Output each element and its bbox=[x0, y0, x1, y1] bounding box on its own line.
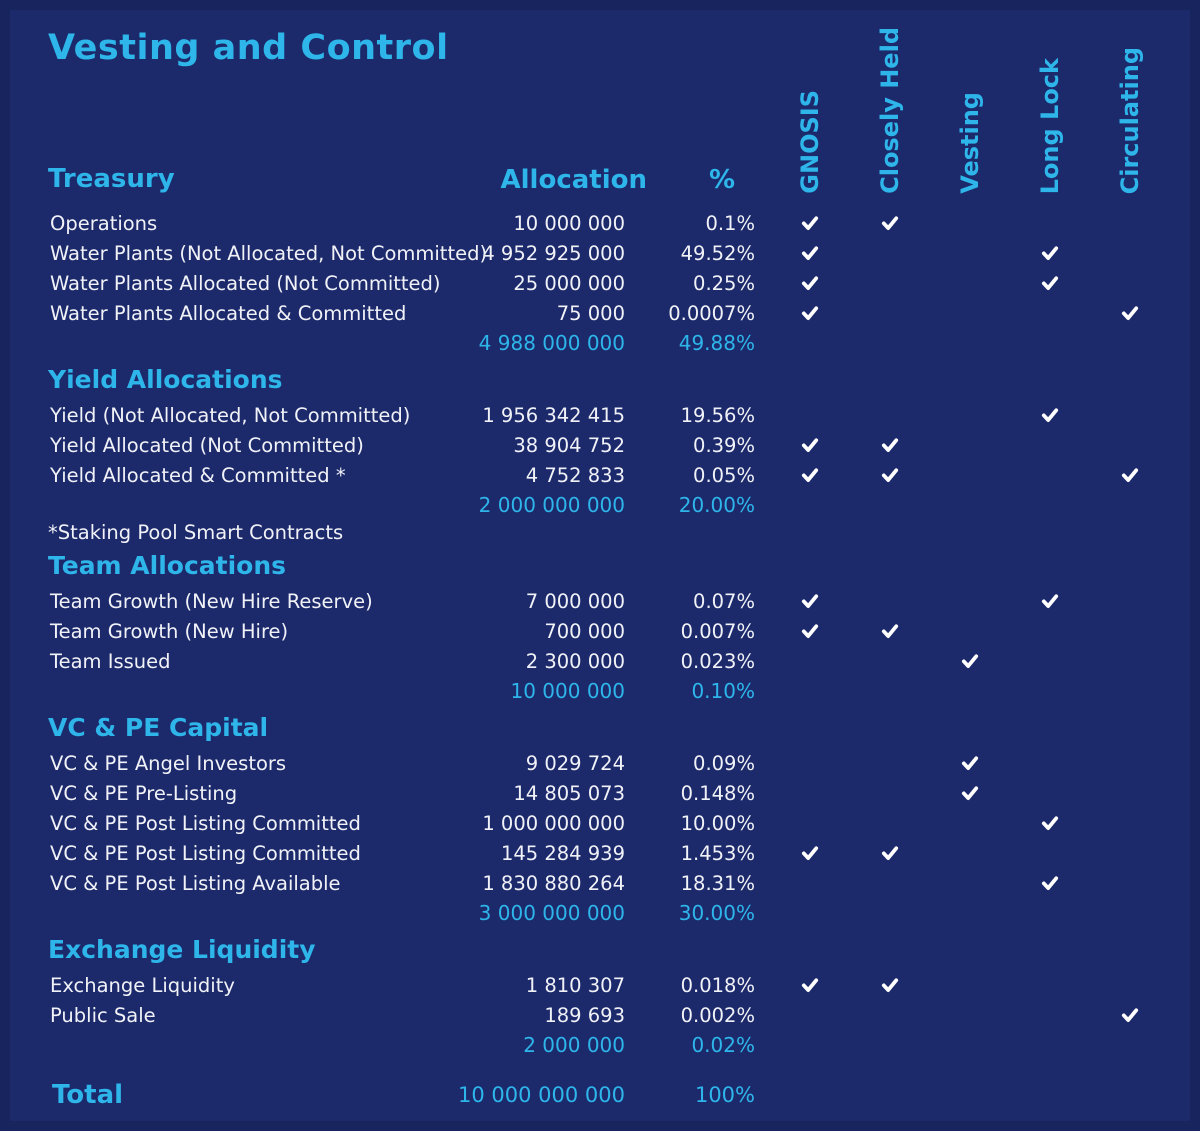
row-label: Water Plants Allocated & Committed bbox=[50, 301, 407, 325]
allocation-value: 4 952 925 000 bbox=[482, 241, 625, 265]
row-label: Water Plants Allocated (Not Committed) bbox=[50, 271, 441, 295]
check-icon bbox=[1041, 275, 1059, 291]
percent-value: 0.0007% bbox=[668, 301, 755, 325]
percent-value: 49.88% bbox=[678, 331, 755, 355]
allocation-value: 189 693 bbox=[544, 1003, 625, 1027]
check-cell-vesting bbox=[961, 646, 979, 676]
check-icon bbox=[1121, 467, 1139, 483]
check-icon-wrap bbox=[801, 275, 819, 291]
check-cell-circulating bbox=[1121, 1000, 1139, 1030]
percent-value: 0.09% bbox=[693, 751, 755, 775]
check-cell-long-lock bbox=[1041, 238, 1059, 268]
check-cell-gnosis bbox=[801, 586, 819, 616]
check-icon bbox=[881, 845, 899, 861]
allocation-value: 25 000 000 bbox=[513, 271, 625, 295]
check-icon-wrap bbox=[881, 845, 899, 861]
section-title-treasury: Treasury bbox=[48, 164, 175, 194]
check-icon bbox=[801, 275, 819, 291]
table-row bbox=[0, 838, 1200, 868]
check-icon-wrap bbox=[801, 623, 819, 639]
check-icon-wrap bbox=[801, 977, 819, 993]
subtotal-row bbox=[0, 676, 1200, 706]
check-icon bbox=[1041, 875, 1059, 891]
check-cell-vesting bbox=[961, 778, 979, 808]
table-row bbox=[0, 268, 1200, 298]
row-label: Team Growth (New Hire Reserve) bbox=[50, 589, 373, 613]
table-row bbox=[0, 586, 1200, 616]
allocation-value: 10 000 000 bbox=[513, 211, 625, 235]
table-body bbox=[0, 208, 1200, 1060]
percent-value: 0.148% bbox=[680, 781, 755, 805]
check-icon-wrap bbox=[1041, 815, 1059, 831]
check-icon bbox=[1041, 245, 1059, 261]
allocation-value: 145 284 939 bbox=[500, 841, 625, 865]
subtotal-row bbox=[0, 490, 1200, 520]
allocation-value: 1 810 307 bbox=[525, 973, 625, 997]
check-icon-wrap bbox=[961, 755, 979, 771]
table-row bbox=[0, 808, 1200, 838]
row-label: Team Growth (New Hire) bbox=[50, 619, 289, 643]
check-cell-gnosis bbox=[801, 430, 819, 460]
row-label: VC & PE Pre-Listing bbox=[50, 781, 238, 805]
check-cell-closely-held bbox=[881, 970, 899, 1000]
check-icon-wrap bbox=[881, 437, 899, 453]
check-icon-wrap bbox=[801, 305, 819, 321]
check-cell-long-lock bbox=[1041, 808, 1059, 838]
check-icon-wrap bbox=[1041, 875, 1059, 891]
table-row bbox=[0, 646, 1200, 676]
check-cell-gnosis bbox=[801, 238, 819, 268]
check-cell-circulating bbox=[1121, 298, 1139, 328]
percent-value: 0.02% bbox=[691, 1033, 755, 1057]
check-icon bbox=[881, 215, 899, 231]
row-label: Yield Allocated & Committed * bbox=[50, 463, 346, 487]
percent-value: 0.007% bbox=[680, 619, 755, 643]
check-icon-wrap bbox=[1041, 593, 1059, 609]
check-icon bbox=[881, 467, 899, 483]
total-label: Total bbox=[52, 1080, 124, 1110]
check-icon bbox=[881, 623, 899, 639]
check-icon bbox=[1041, 815, 1059, 831]
check-cell-long-lock bbox=[1041, 268, 1059, 298]
row-label: VC & PE Angel Investors bbox=[50, 751, 287, 775]
allocation-value: 700 000 bbox=[544, 619, 625, 643]
percent-value: 0.05% bbox=[693, 463, 755, 487]
check-icon bbox=[961, 755, 979, 771]
check-icon-wrap bbox=[801, 245, 819, 261]
subtotal-row bbox=[0, 328, 1200, 358]
check-icon bbox=[961, 653, 979, 669]
check-cell-gnosis bbox=[801, 208, 819, 238]
check-icon-wrap bbox=[801, 593, 819, 609]
column-header-gnosis: GNOSIS bbox=[796, 90, 824, 194]
section-title-yield-allocations: Yield Allocations bbox=[48, 364, 283, 394]
percent-value: 0.39% bbox=[693, 433, 755, 457]
check-icon bbox=[881, 437, 899, 453]
percent-value: 49.52% bbox=[680, 241, 755, 265]
check-icon-wrap bbox=[881, 215, 899, 231]
table-row bbox=[0, 1000, 1200, 1030]
allocation-value: 2 000 000 bbox=[523, 1033, 625, 1057]
percent-value: 0.25% bbox=[693, 271, 755, 295]
check-cell-closely-held bbox=[881, 616, 899, 646]
table-row bbox=[0, 748, 1200, 778]
page-title: Vesting and Control bbox=[48, 28, 449, 68]
check-icon-wrap bbox=[961, 785, 979, 801]
percent-value: 0.023% bbox=[680, 649, 755, 673]
check-cell-closely-held bbox=[881, 460, 899, 490]
table-row bbox=[0, 208, 1200, 238]
check-icon bbox=[801, 977, 819, 993]
allocation-value: 14 805 073 bbox=[513, 781, 625, 805]
column-header-allocation: Allocation bbox=[500, 164, 647, 195]
check-cell-gnosis bbox=[801, 298, 819, 328]
allocation-value: 2 300 000 bbox=[525, 649, 625, 673]
subtotal-row bbox=[0, 898, 1200, 928]
row-label: Public Sale bbox=[50, 1003, 156, 1027]
section-title-vc-pe-capital: VC & PE Capital bbox=[48, 712, 269, 742]
check-icon-wrap bbox=[801, 845, 819, 861]
allocation-value: 4 752 833 bbox=[525, 463, 625, 487]
check-icon bbox=[1121, 305, 1139, 321]
allocation-value: 2 000 000 000 bbox=[478, 493, 625, 517]
check-icon bbox=[1041, 593, 1059, 609]
row-label: VC & PE Post Listing Committed bbox=[50, 841, 361, 865]
check-icon-wrap bbox=[881, 977, 899, 993]
check-cell-long-lock bbox=[1041, 400, 1059, 430]
allocation-value: 7 000 000 bbox=[525, 589, 625, 613]
percent-value: 1.453% bbox=[680, 841, 755, 865]
percent-value: 0.018% bbox=[680, 973, 755, 997]
check-icon-wrap bbox=[801, 215, 819, 231]
allocation-value: 1 000 000 000 bbox=[482, 811, 625, 835]
check-cell-long-lock bbox=[1041, 586, 1059, 616]
check-icon bbox=[881, 977, 899, 993]
row-label: Yield Allocated (Not Committed) bbox=[50, 433, 364, 457]
check-cell-circulating bbox=[1121, 460, 1139, 490]
column-header-long-lock: Long Lock bbox=[1036, 57, 1064, 194]
percent-value: 0.002% bbox=[680, 1003, 755, 1027]
check-icon-wrap bbox=[881, 623, 899, 639]
table-row bbox=[0, 616, 1200, 646]
percent-value: 10.00% bbox=[680, 811, 755, 835]
check-icon bbox=[1121, 1007, 1139, 1023]
check-icon-wrap bbox=[801, 437, 819, 453]
row-label: Water Plants (Not Allocated, Not Committed) bbox=[50, 241, 488, 265]
row-label: VC & PE Post Listing Available bbox=[50, 871, 341, 895]
check-cell-long-lock bbox=[1041, 868, 1059, 898]
table-row bbox=[0, 460, 1200, 490]
allocation-value: 38 904 752 bbox=[513, 433, 625, 457]
check-cell-gnosis bbox=[801, 616, 819, 646]
table-row bbox=[0, 430, 1200, 460]
check-icon-wrap bbox=[881, 467, 899, 483]
subtotal-row bbox=[0, 1030, 1200, 1060]
check-icon bbox=[801, 845, 819, 861]
check-cell-closely-held bbox=[881, 838, 899, 868]
check-icon bbox=[801, 245, 819, 261]
check-cell-closely-held bbox=[881, 208, 899, 238]
row-label: Team Issued bbox=[50, 649, 171, 673]
total-percent-value: 100% bbox=[694, 1083, 755, 1107]
allocation-value: 4 988 000 000 bbox=[478, 331, 625, 355]
percent-value: 0.1% bbox=[705, 211, 755, 235]
check-icon bbox=[801, 623, 819, 639]
check-icon-wrap bbox=[1121, 1007, 1139, 1023]
check-icon bbox=[801, 305, 819, 321]
check-cell-gnosis bbox=[801, 970, 819, 1000]
check-cell-gnosis bbox=[801, 838, 819, 868]
check-icon-wrap bbox=[1041, 407, 1059, 423]
column-header-circulating: Circulating bbox=[1116, 46, 1144, 194]
table-row bbox=[0, 400, 1200, 430]
row-label: Exchange Liquidity bbox=[50, 973, 235, 997]
table-row bbox=[0, 298, 1200, 328]
percent-value: 20.00% bbox=[678, 493, 755, 517]
check-icon bbox=[961, 785, 979, 801]
check-icon bbox=[801, 467, 819, 483]
check-cell-closely-held bbox=[881, 430, 899, 460]
row-label: Operations bbox=[50, 211, 158, 235]
allocation-value: 10 000 000 bbox=[510, 679, 625, 703]
allocation-value: 1 830 880 264 bbox=[482, 871, 625, 895]
percent-value: 0.10% bbox=[691, 679, 755, 703]
check-icon-wrap bbox=[1121, 467, 1139, 483]
percent-value: 18.31% bbox=[680, 871, 755, 895]
total-allocation-value: 10 000 000 000 bbox=[458, 1083, 625, 1107]
table-row bbox=[0, 970, 1200, 1000]
check-icon-wrap bbox=[1041, 245, 1059, 261]
check-cell-gnosis bbox=[801, 268, 819, 298]
row-label: Yield (Not Allocated, Not Committed) bbox=[50, 403, 411, 427]
allocation-value: 1 956 342 415 bbox=[482, 403, 625, 427]
check-icon bbox=[801, 215, 819, 231]
check-icon-wrap bbox=[961, 653, 979, 669]
column-header-closely-held: Closely Held bbox=[876, 27, 904, 194]
percent-value: 30.00% bbox=[678, 901, 755, 925]
percent-value: 19.56% bbox=[680, 403, 755, 427]
check-icon-wrap bbox=[1041, 275, 1059, 291]
check-icon-wrap bbox=[1121, 305, 1139, 321]
check-icon bbox=[1041, 407, 1059, 423]
row-label: VC & PE Post Listing Committed bbox=[50, 811, 361, 835]
check-cell-gnosis bbox=[801, 460, 819, 490]
check-cell-vesting bbox=[961, 748, 979, 778]
check-icon bbox=[801, 593, 819, 609]
column-header-vesting: Vesting bbox=[956, 92, 984, 194]
column-header-percent: % bbox=[708, 164, 735, 195]
section-title-exchange-liquidity: Exchange Liquidity bbox=[48, 934, 316, 964]
allocation-value: 75 000 bbox=[556, 301, 625, 325]
total-row bbox=[0, 1076, 1200, 1114]
check-icon-wrap bbox=[801, 467, 819, 483]
check-icon bbox=[801, 437, 819, 453]
allocation-value: 3 000 000 000 bbox=[478, 901, 625, 925]
footnote: *Staking Pool Smart Contracts bbox=[48, 520, 344, 544]
percent-value: 0.07% bbox=[693, 589, 755, 613]
section-title-team-allocations: Team Allocations bbox=[48, 550, 287, 580]
table-row bbox=[0, 238, 1200, 268]
table-row bbox=[0, 868, 1200, 898]
table-row bbox=[0, 778, 1200, 808]
allocation-value: 9 029 724 bbox=[525, 751, 625, 775]
